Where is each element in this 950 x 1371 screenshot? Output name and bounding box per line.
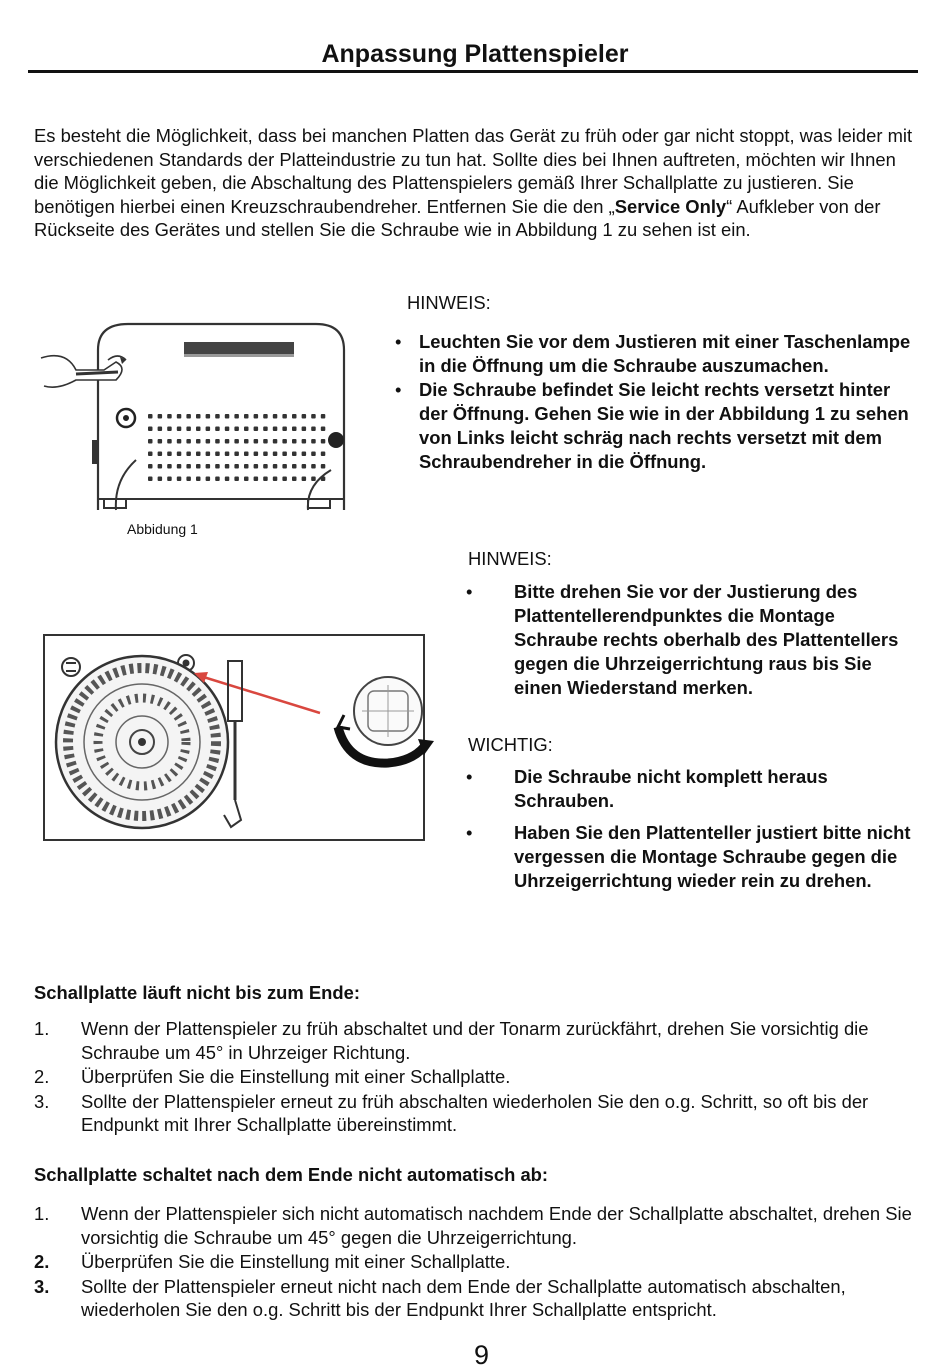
speaker-grille <box>148 414 325 481</box>
figure-caption: Abbidung 1 <box>127 521 198 537</box>
list-item <box>34 1250 914 1274</box>
intro-text-2: “ Aufkleber von der Rückseite des Gerätes und stellen Sie die Schraube wie in Abbildung 1 zu sehen ist ein. <box>34 195 881 241</box>
title-underline <box>28 70 918 73</box>
hint-list-2 <box>466 580 916 708</box>
list-item <box>34 1202 914 1249</box>
section-heading: Schallplatte schaltet nach dem Ende nicht automatisch ab: <box>34 1164 549 1185</box>
list-item: • Leuchten Sie vor dem Justieren mit einer Taschenlampe in die Öffnung um die Schraube auszumachen. <box>395 330 915 378</box>
list-item: • Die Schraube befindet Sie leicht rechts versetzt hinter der Öffnung. Gehen Sie wie in der Abbildung 1 zu sehen von Links leicht schräg nach rechts versetzt mit dem Schraubendreher in die Öffnung. <box>395 378 915 474</box>
hint-heading-2: HINWEIS: <box>468 548 552 569</box>
item-text: Überprüfen Sie die Einstellung mit einer Schallplatte. <box>81 1066 511 1088</box>
page-number: 9 <box>473 1340 490 1370</box>
section-heading: Schallplatte läuft nicht bis zum Ende: <box>34 982 360 1003</box>
list-item <box>34 1090 914 1137</box>
item-number: 3. <box>34 1090 50 1112</box>
item-number: 3. <box>34 1275 50 1297</box>
item-text: Wenn der Plattenspieler sich nicht automatisch nachdem Ende der Schallplatte abschaltet, drehen Sie vorsichtig die Schraube um 45° gegen die Uhrzeigerrichtung. <box>81 1203 912 1248</box>
intro-paragraph <box>34 124 914 242</box>
important-heading: WICHTIG: <box>468 734 553 755</box>
list-item <box>34 1017 914 1064</box>
hint-list <box>395 330 915 474</box>
hint-heading: HINWEIS: <box>407 292 491 313</box>
item-text: Wenn der Plattenspieler zu früh abschaltet und der Tonarm zurückfährt, drehen Sie vorsichtig die Schraube um 45° in Uhrzeiger Richtung. <box>81 1018 869 1063</box>
item-number: 1. <box>34 1018 50 1039</box>
intro-text-1: Es besteht die Möglichkeit, dass bei manchen Platten das Gerät zu früh oder gar nicht stoppt, was leider mit verschiedenen Standards der Platteindustrie zu tun hat. Sollte dies bei Ihnen auftreten, möchten wir Ihnen die Möglichkeit geben, die Abschaltung des Plattenspielers gemäß Ihrer Schallplatte zu justieren. Sie benötigen hierbei einen Kreuzschraubendreher. Entfernen Sie die den „ <box>34 125 913 217</box>
device-back-illustration <box>36 310 361 515</box>
list-item: • Haben Sie den Plattenteller justiert bitte nicht vergessen die Montage Schraube gegen die Uhrzeigerrichtung wieder rein zu drehen. <box>466 821 916 893</box>
list-item: • Bitte drehen Sie vor der Justierung des Plattentellerendpunktes die Montage Schraube rechts oberhalb des Plattentellers gegen die Uhrzeigerrichtung raus bis Sie einen Wiederstand merken. <box>466 580 916 700</box>
item-text: Sollte der Plattenspieler erneut nicht nach dem Ende der Schallplatte automatisch abschalten, wiederholen Sie den o.g. Schritt bis der Endpunkt Ihrer Schallplatte entspricht. <box>81 1275 846 1321</box>
item-number: 2. <box>34 1066 50 1088</box>
list-item <box>34 1065 914 1089</box>
important-list <box>466 765 916 901</box>
item-number: 2. <box>34 1251 50 1273</box>
item-text: Überprüfen Sie die Einstellung mit einer Schallplatte. <box>81 1251 511 1273</box>
list-item <box>34 1275 914 1322</box>
section1-list <box>34 1017 914 1138</box>
item-number: 1. <box>34 1203 50 1224</box>
item-text: Sollte der Plattenspieler erneut zu früh abschalten wiederholen Sie den o.g. Schritt, so oft bis der Endpunkt mit Ihrer Schallplatte übereinstimmt. <box>81 1090 869 1136</box>
screw-rotation-detail <box>330 655 445 775</box>
intro-bold: Service Only <box>614 195 727 217</box>
section2-list <box>34 1202 914 1323</box>
list-item: • Die Schraube nicht komplett heraus Schrauben. <box>466 765 916 813</box>
page-title: Anpassung Plattenspieler <box>321 40 629 68</box>
